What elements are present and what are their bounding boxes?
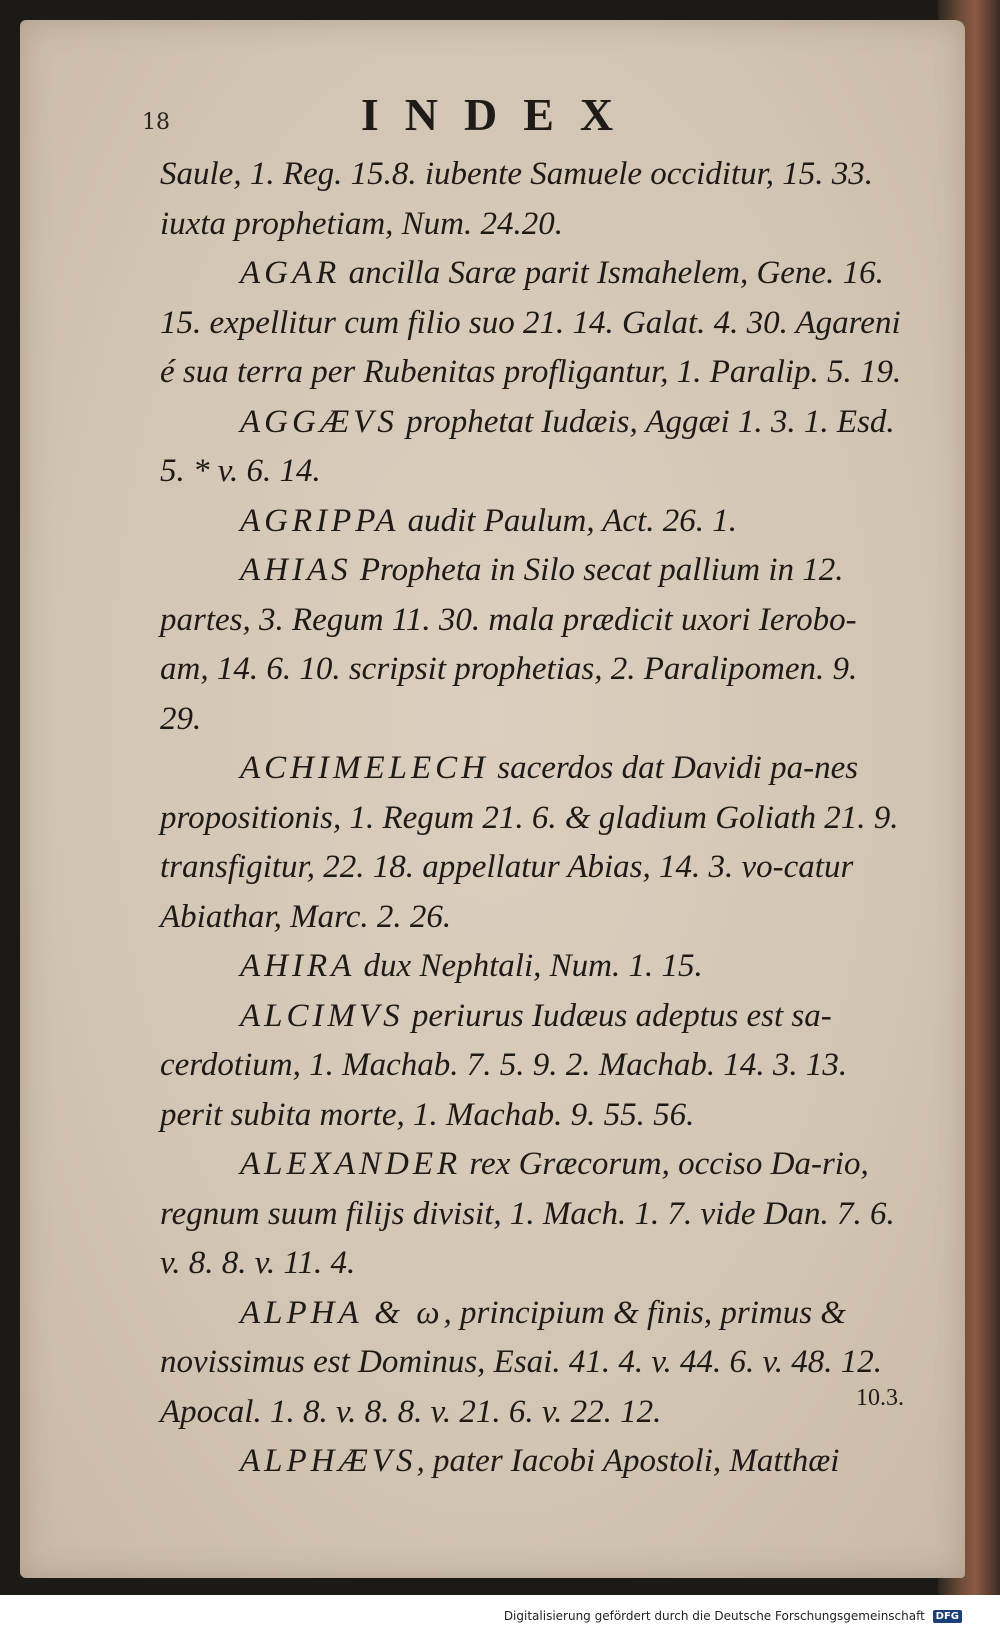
index-entry [160, 546, 905, 744]
index-text [160, 150, 905, 1487]
digitization-footer [0, 1609, 1000, 1623]
entry-lead: AGRIPPA [240, 502, 400, 539]
entry-text: rex Græcorum, occiso Da-rio, regnum suum filijs divisit, 1. Mach. 1. 7. vide Dan. 7. 6. v. 8. 8. v. 11. 4. [160, 1146, 895, 1281]
entry-text: Propheta in Silo secat pallium in 12. partes, 3. Regum 11. 30. mala prædicit uxori Ierobo-am, 14. 6. 10. scripsit prophetias, 2. Paralipomen. 9. 29. [160, 552, 858, 737]
entry-text: ancilla Saræ parit Ismahelem, Gene. 16. 15. expellitur cum filio suo 21. 14. Galat. 4. 30. Agareni é sua terra per Rubenitas profligantur, 1. Paralip. 5. 19. [160, 255, 902, 390]
index-entry [160, 744, 905, 942]
index-entry [160, 992, 905, 1141]
index-entry [160, 497, 905, 547]
dfg-logo: DFG [933, 1610, 962, 1623]
entry-text: sacerdos dat Davidi pa-nes propositionis, 1. Regum 21. 6. & gladium Goliath 21. 9. transfigitur, 22. 18. appellatur Abias, 14. 3. vo-catur Abiathar, Marc. 2. 26. [160, 750, 899, 935]
index-entry [160, 249, 905, 398]
entry-text: dux Nephtali, Num. 1. 15. [355, 948, 703, 984]
index-entry [160, 942, 905, 992]
entry-text: prophetat Iudæis, Aggæi 1. 3. 1. Esd. 5. * v. 6. 14. [160, 403, 895, 489]
index-entry [160, 1437, 905, 1487]
index-entry [160, 398, 905, 497]
entry-text: , principium & finis, primus & novissimus est Dominus, Esai. 41. 4. v. 44. 6. v. 48. 12. Apocal. 1. 8. v. 8. 8. v. 21. 6. v. 22. 12. [160, 1294, 882, 1430]
catchword: 10.3. [856, 1385, 904, 1411]
index-entry [160, 1289, 905, 1438]
entry-lead: ACHIMELECH [240, 750, 489, 786]
entry-lead: AHIRA [240, 948, 356, 984]
entry-lead: AGGÆVS [240, 403, 398, 440]
entry-lead: AHIAS [240, 552, 352, 588]
entry-text: audit Paulum, Act. 26. 1. [399, 502, 737, 539]
entry-lead: ALPHA & ω [240, 1294, 444, 1331]
entry-lead: ALCIMVS [240, 997, 404, 1034]
entry-text: periurus Iudæus adeptus est sa-cerdotium, 1. Machab. 7. 5. 9. 2. Machab. 14. 3. 13. perit subita morte, 1. Machab. 9. 55. 56. [160, 997, 848, 1133]
index-entry [160, 1140, 905, 1289]
folio-number: 18 [142, 110, 170, 135]
entry-text: , pater Iacobi Apostoli, Matthæi [416, 1443, 840, 1479]
entry-lead: ALPHÆVS [240, 1443, 417, 1479]
page-header: INDEX [360, 89, 640, 140]
index-entry [160, 150, 905, 249]
entry-text: Saule, 1. Reg. 15.8. iubente Samuele occiditur, 15. 33. iuxta prophetiam, Num. 24.20. [160, 156, 874, 242]
entry-lead: AGAR [240, 255, 341, 291]
footer-credit: Digitalisierung gefördert durch die Deutsche Forschungsgemeinschaft [503, 1609, 925, 1623]
entry-lead: ALEXANDER [240, 1146, 462, 1182]
